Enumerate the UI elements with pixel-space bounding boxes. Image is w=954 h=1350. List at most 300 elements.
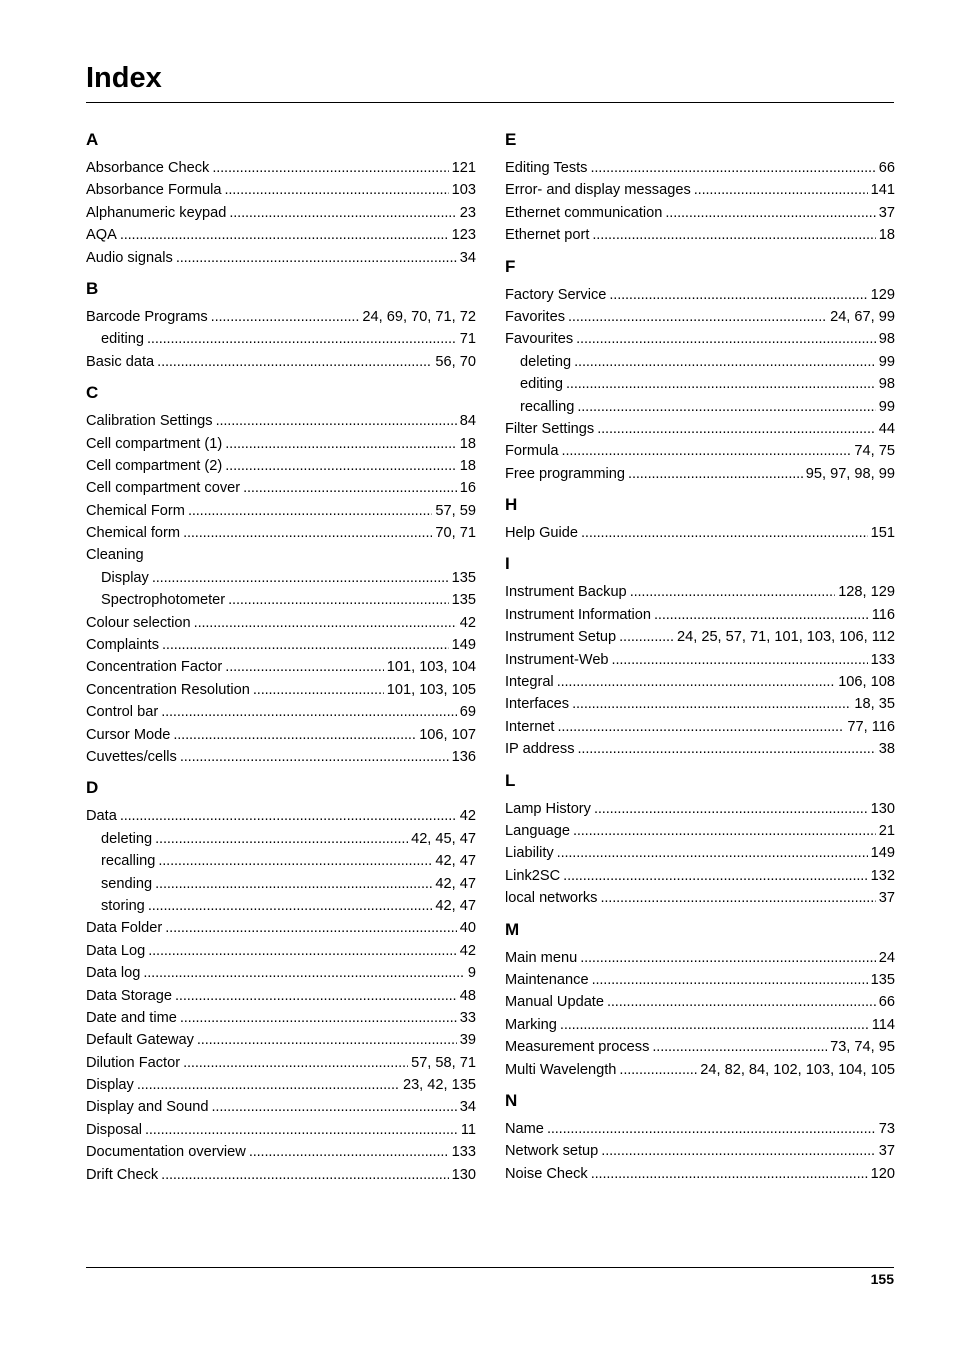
dot-leader bbox=[592, 969, 868, 991]
entry-pages: 130 bbox=[451, 1166, 476, 1183]
entry-term: sending bbox=[101, 875, 153, 892]
index-entry bbox=[505, 179, 895, 201]
index-entry bbox=[86, 612, 476, 634]
entry-pages: 57, 59 bbox=[435, 502, 476, 519]
entry-pages: 98 bbox=[878, 331, 895, 348]
entry-term: Liability bbox=[505, 845, 554, 862]
entry-pages: 121 bbox=[451, 160, 476, 176]
entry-term: Display and Sound bbox=[86, 1099, 209, 1116]
dot-leader bbox=[183, 522, 432, 544]
dot-leader bbox=[591, 1163, 868, 1185]
entry-pages: 42, 45, 47 bbox=[411, 830, 476, 847]
entry-term: Favorites bbox=[505, 308, 566, 325]
index-entry bbox=[86, 224, 476, 246]
index-entry bbox=[505, 947, 895, 969]
index-section bbox=[86, 382, 476, 768]
entry-term: Default Gateway bbox=[86, 1032, 194, 1049]
entry-pages: 135 bbox=[451, 592, 476, 609]
entry-term: IP address bbox=[505, 741, 575, 758]
section-letter: I bbox=[505, 554, 510, 574]
entry-pages: 66 bbox=[878, 160, 895, 176]
entry-pages: 101, 103, 104 bbox=[386, 659, 476, 676]
entry-term: Cell compartment (1) bbox=[86, 435, 223, 452]
entry-term: Favourites bbox=[505, 331, 574, 348]
dot-leader bbox=[597, 418, 876, 440]
dot-leader bbox=[574, 351, 876, 373]
entry-term: Network setup bbox=[505, 1143, 599, 1160]
index-entry bbox=[86, 634, 476, 656]
dot-leader bbox=[183, 1052, 408, 1074]
entry-pages: 98 bbox=[878, 376, 895, 393]
entry-term: deleting bbox=[101, 830, 153, 847]
entry-pages: 114 bbox=[871, 1016, 895, 1033]
index-entry bbox=[505, 1163, 895, 1185]
entry-term: Instrument Backup bbox=[505, 584, 627, 601]
entry-term: editing bbox=[101, 331, 145, 348]
entry-pages: 149 bbox=[870, 845, 895, 862]
dot-leader bbox=[572, 693, 851, 715]
entry-pages: 77, 116 bbox=[847, 718, 895, 735]
entry-pages: 42, 47 bbox=[435, 875, 476, 892]
entry-pages: 99 bbox=[878, 353, 895, 370]
section-letter: F bbox=[505, 256, 516, 276]
dot-leader bbox=[630, 581, 836, 603]
dot-leader bbox=[225, 433, 457, 455]
entry-pages: 130 bbox=[870, 800, 895, 817]
entry-term: editing bbox=[520, 376, 564, 393]
index-entry bbox=[505, 440, 895, 462]
dot-leader bbox=[137, 1074, 400, 1096]
entry-term: Marking bbox=[505, 1016, 557, 1033]
index-section bbox=[505, 770, 895, 910]
index-entry bbox=[86, 477, 476, 499]
entry-term: Cell compartment cover bbox=[86, 480, 241, 497]
dot-leader bbox=[592, 224, 875, 246]
index-entry bbox=[505, 224, 895, 246]
dot-leader bbox=[594, 798, 868, 820]
entry-pages: 151 bbox=[870, 525, 895, 542]
entry-pages: 136 bbox=[451, 748, 476, 765]
index-section bbox=[505, 1090, 895, 1185]
footer-rule bbox=[86, 1267, 894, 1268]
entry-pages: 106, 108 bbox=[838, 674, 895, 691]
dot-leader bbox=[654, 604, 869, 626]
entry-term: Link2SC bbox=[505, 867, 561, 884]
dot-leader bbox=[225, 455, 457, 477]
dot-leader bbox=[581, 522, 868, 544]
index-section bbox=[86, 129, 476, 269]
index-entry bbox=[505, 202, 895, 224]
entry-pages: 37 bbox=[878, 204, 895, 221]
entry-pages: 9 bbox=[467, 965, 476, 982]
section-letter: M bbox=[505, 919, 520, 939]
dot-leader bbox=[243, 477, 457, 499]
index-entry bbox=[86, 940, 476, 962]
dot-leader bbox=[557, 842, 868, 864]
entry-pages: 69 bbox=[459, 704, 476, 721]
entry-pages: 18, 35 bbox=[854, 696, 895, 713]
entry-pages: 24, 25, 57, 71, 101, 103, 106, 112 bbox=[676, 629, 895, 646]
entry-pages: 34 bbox=[459, 249, 476, 266]
index-entry bbox=[86, 433, 476, 455]
index-entry bbox=[505, 1059, 895, 1081]
entry-pages: 135 bbox=[870, 971, 895, 988]
entry-term: Documentation overview bbox=[86, 1144, 246, 1161]
dot-leader bbox=[225, 656, 383, 678]
index-subentry bbox=[86, 873, 476, 895]
entry-term: Error- and display messages bbox=[505, 182, 691, 199]
index-entry bbox=[505, 798, 895, 820]
index-entry bbox=[86, 179, 476, 201]
title-rule bbox=[86, 102, 894, 103]
dot-leader bbox=[148, 895, 433, 917]
dot-leader bbox=[573, 820, 876, 842]
index-entry bbox=[86, 1119, 476, 1141]
entry-pages: 34 bbox=[459, 1099, 476, 1116]
index-entry bbox=[86, 656, 476, 678]
index-subentry bbox=[86, 850, 476, 872]
entry-pages: 24, 67, 99 bbox=[830, 308, 895, 325]
index-entry bbox=[86, 962, 476, 984]
index-entry bbox=[505, 1118, 895, 1140]
entry-term: Interfaces bbox=[505, 696, 570, 713]
entry-term: Main menu bbox=[505, 949, 578, 966]
index-entry bbox=[86, 724, 476, 746]
entry-term: Editing Tests bbox=[505, 160, 588, 176]
entry-pages: 71 bbox=[459, 331, 476, 348]
dot-leader bbox=[120, 224, 449, 246]
entry-term: Cell compartment (2) bbox=[86, 457, 223, 474]
entry-pages: 73, 74, 95 bbox=[830, 1039, 895, 1056]
dot-leader bbox=[161, 701, 457, 723]
entry-pages: 18 bbox=[459, 435, 476, 452]
entry-term: Cursor Mode bbox=[86, 726, 171, 743]
entry-term: Date and time bbox=[86, 1009, 177, 1026]
index-entry bbox=[505, 1140, 895, 1162]
index-entry bbox=[86, 351, 476, 373]
entry-term: Data Storage bbox=[86, 987, 172, 1004]
dot-leader bbox=[566, 373, 876, 395]
entry-term: local networks bbox=[505, 890, 598, 907]
index-entry bbox=[505, 969, 895, 991]
entry-term: Concentration Factor bbox=[86, 659, 223, 676]
entry-term: Cuvettes/cells bbox=[86, 748, 177, 765]
entry-term: Name bbox=[505, 1120, 544, 1137]
index-entry bbox=[505, 671, 895, 693]
index-entry bbox=[86, 1096, 476, 1118]
section-letter: D bbox=[86, 778, 99, 798]
entry-pages: 42, 47 bbox=[435, 853, 476, 870]
index-entry bbox=[86, 1074, 476, 1096]
section-letter: E bbox=[505, 130, 517, 149]
index-entry bbox=[86, 157, 476, 179]
dot-leader bbox=[175, 985, 457, 1007]
index-entry bbox=[86, 500, 476, 522]
entry-term: Colour selection bbox=[86, 614, 191, 631]
entry-pages: 73 bbox=[878, 1120, 895, 1137]
entry-pages: 133 bbox=[870, 651, 895, 668]
entry-term: Alphanumeric keypad bbox=[86, 204, 227, 221]
entry-term: Noise Check bbox=[505, 1165, 588, 1182]
index-subentry bbox=[86, 895, 476, 917]
entry-term: Chemical Form bbox=[86, 502, 185, 519]
entry-pages: 57, 58, 71 bbox=[411, 1054, 476, 1071]
dot-leader bbox=[619, 626, 674, 648]
dot-leader bbox=[576, 328, 876, 350]
entry-term: Basic data bbox=[86, 353, 155, 370]
dot-leader bbox=[229, 202, 456, 224]
entry-pages: 129 bbox=[870, 286, 895, 303]
index-entry bbox=[505, 284, 895, 306]
index-entry bbox=[86, 985, 476, 1007]
section-letter: B bbox=[86, 278, 99, 298]
entry-pages: 84 bbox=[459, 413, 476, 430]
entry-pages: 132 bbox=[870, 867, 895, 884]
entry-term: Data Log bbox=[86, 942, 146, 959]
index-entry bbox=[86, 1052, 476, 1074]
index-entry bbox=[505, 820, 895, 842]
dot-leader bbox=[568, 306, 827, 328]
entry-term: Data bbox=[86, 808, 117, 825]
index-section bbox=[505, 129, 895, 247]
index-section bbox=[86, 278, 476, 373]
entry-pages: 37 bbox=[878, 1143, 895, 1160]
dot-leader bbox=[120, 805, 457, 827]
entry-pages: 24, 82, 84, 102, 103, 104, 105 bbox=[700, 1061, 895, 1078]
entry-term: recalling bbox=[101, 853, 156, 870]
entry-pages: 106, 107 bbox=[419, 726, 476, 743]
index-section bbox=[505, 256, 895, 486]
entry-term: Display bbox=[86, 1077, 134, 1094]
index-entry bbox=[505, 626, 895, 648]
index-section bbox=[86, 777, 476, 1186]
dot-leader bbox=[563, 865, 867, 887]
dot-leader bbox=[557, 671, 836, 693]
dot-leader bbox=[212, 157, 448, 179]
index-entry bbox=[86, 410, 476, 432]
entry-pages: 42 bbox=[459, 808, 476, 825]
dot-leader bbox=[173, 724, 416, 746]
dot-leader bbox=[562, 440, 852, 462]
index-entry bbox=[86, 544, 476, 566]
entry-pages: 21 bbox=[878, 822, 895, 839]
index-entry bbox=[86, 679, 476, 701]
index-entry bbox=[86, 522, 476, 544]
entry-pages: 42, 47 bbox=[435, 897, 476, 914]
entry-term: deleting bbox=[520, 353, 572, 370]
section-letter: C bbox=[86, 383, 99, 403]
index-entry bbox=[86, 701, 476, 723]
entry-term: Cleaning bbox=[86, 547, 144, 564]
dot-leader bbox=[212, 1096, 457, 1118]
entry-term: Complaints bbox=[86, 637, 159, 654]
entry-pages: 42 bbox=[459, 614, 476, 631]
entry-pages: 23 bbox=[459, 204, 476, 221]
entry-term: Barcode Programs bbox=[86, 308, 208, 325]
entry-term: Lamp History bbox=[505, 800, 591, 817]
dot-leader bbox=[145, 1119, 458, 1141]
entry-term: Data Folder bbox=[86, 920, 163, 937]
index-entry bbox=[505, 991, 895, 1013]
dot-leader bbox=[580, 947, 876, 969]
index-entry bbox=[86, 1007, 476, 1029]
entry-pages: 70, 71 bbox=[435, 525, 476, 542]
entry-pages: 44 bbox=[878, 420, 895, 437]
entry-pages: 128, 129 bbox=[838, 584, 895, 601]
entry-term: Manual Update bbox=[505, 994, 604, 1011]
section-letter: A bbox=[86, 130, 99, 149]
entry-pages: 99 bbox=[878, 398, 895, 415]
index-subentry bbox=[86, 589, 476, 611]
section-letter: L bbox=[505, 770, 516, 790]
entry-term: Display bbox=[101, 569, 149, 586]
dot-leader bbox=[652, 1036, 827, 1058]
section-letter: H bbox=[505, 495, 518, 515]
index-entry bbox=[86, 746, 476, 768]
entry-term: Instrument Information bbox=[505, 606, 652, 623]
entry-pages: 149 bbox=[451, 637, 476, 654]
dot-leader bbox=[165, 917, 457, 939]
entry-term: Help Guide bbox=[505, 525, 579, 542]
index-column-right bbox=[505, 128, 895, 1194]
entry-term: Filter Settings bbox=[505, 420, 595, 437]
index-entry bbox=[86, 1141, 476, 1163]
index-entry bbox=[505, 1036, 895, 1058]
index-entry bbox=[505, 581, 895, 603]
entry-pages: 95, 97, 98, 99 bbox=[805, 465, 895, 482]
entry-pages: 74, 75 bbox=[854, 443, 895, 460]
entry-pages: 18 bbox=[459, 457, 476, 474]
entry-pages: 16 bbox=[459, 480, 476, 497]
entry-pages: 66 bbox=[878, 994, 895, 1011]
index-entry bbox=[86, 1029, 476, 1051]
entry-term: Ethernet port bbox=[505, 227, 590, 244]
entry-pages: 24 bbox=[878, 949, 895, 966]
index-section bbox=[505, 494, 895, 544]
entry-pages: 48 bbox=[459, 987, 476, 1004]
index-section bbox=[505, 553, 895, 760]
index-entry bbox=[86, 455, 476, 477]
dot-leader bbox=[578, 738, 876, 760]
entry-pages: 38 bbox=[878, 741, 895, 758]
dot-leader bbox=[211, 306, 360, 328]
dot-leader bbox=[577, 396, 875, 418]
index-entry bbox=[505, 693, 895, 715]
index-entry bbox=[505, 842, 895, 864]
dot-leader bbox=[161, 1164, 448, 1186]
dot-leader bbox=[612, 649, 868, 671]
entry-term: Dilution Factor bbox=[86, 1054, 181, 1071]
dot-leader bbox=[157, 351, 432, 373]
entry-pages: 103 bbox=[451, 182, 476, 199]
entry-term: Integral bbox=[505, 674, 554, 691]
dot-leader bbox=[249, 1141, 449, 1163]
dot-leader bbox=[155, 873, 432, 895]
entry-term: Free programming bbox=[505, 465, 626, 482]
entry-term: Absorbance Formula bbox=[86, 182, 222, 199]
section-letter: N bbox=[505, 1090, 518, 1110]
dot-leader bbox=[158, 850, 432, 872]
dot-leader bbox=[665, 202, 875, 224]
dot-leader bbox=[600, 887, 875, 909]
entry-term: Absorbance Check bbox=[86, 160, 210, 176]
dot-leader bbox=[152, 567, 449, 589]
dot-leader bbox=[619, 1059, 697, 1081]
entry-term: Control bar bbox=[86, 704, 159, 721]
index-entry bbox=[86, 917, 476, 939]
dot-leader bbox=[176, 247, 457, 269]
entry-term: Language bbox=[505, 822, 570, 839]
index-entry bbox=[86, 805, 476, 827]
dot-leader bbox=[609, 284, 867, 306]
index-entry bbox=[505, 604, 895, 626]
dot-leader bbox=[147, 328, 457, 350]
dot-leader bbox=[253, 679, 384, 701]
entry-term: Audio signals bbox=[86, 249, 173, 266]
index-entry bbox=[505, 418, 895, 440]
index-entry bbox=[505, 328, 895, 350]
page-title: Index bbox=[86, 62, 162, 94]
entry-term: Multi Wavelength bbox=[505, 1061, 617, 1078]
index-subentry bbox=[86, 828, 476, 850]
dot-leader bbox=[162, 634, 449, 656]
entry-pages: 42 bbox=[459, 942, 476, 959]
page-number: 155 bbox=[870, 1271, 894, 1287]
index-entry bbox=[505, 865, 895, 887]
dot-leader bbox=[547, 1118, 876, 1140]
entry-pages: 33 bbox=[459, 1009, 476, 1026]
entry-term: Instrument-Web bbox=[505, 651, 609, 668]
entry-pages: 39 bbox=[459, 1032, 476, 1049]
index-entry bbox=[505, 887, 895, 909]
index-column-left bbox=[86, 128, 476, 1195]
index-entry bbox=[86, 202, 476, 224]
index-subentry bbox=[86, 328, 476, 350]
index-entry bbox=[505, 306, 895, 328]
entry-term: Chemical form bbox=[86, 525, 181, 542]
entry-pages: 18 bbox=[878, 227, 895, 244]
dot-leader bbox=[558, 716, 845, 738]
entry-pages: 133 bbox=[451, 1144, 476, 1161]
entry-pages: 123 bbox=[451, 227, 476, 244]
dot-leader bbox=[155, 828, 408, 850]
entry-term: storing bbox=[101, 897, 145, 914]
dot-leader bbox=[228, 589, 449, 611]
index-entry bbox=[86, 1164, 476, 1186]
entry-pages: 120 bbox=[870, 1165, 895, 1182]
entry-term: Measurement process bbox=[505, 1039, 650, 1056]
entry-pages: 37 bbox=[878, 890, 895, 907]
dot-leader bbox=[143, 962, 465, 984]
index-entry bbox=[505, 716, 895, 738]
index-subentry bbox=[86, 567, 476, 589]
entry-term: Disposal bbox=[86, 1121, 142, 1138]
dot-leader bbox=[628, 463, 803, 485]
dot-leader bbox=[560, 1014, 869, 1036]
index-section bbox=[505, 919, 895, 1081]
index-entry bbox=[505, 463, 895, 485]
dot-leader bbox=[224, 179, 448, 201]
index-entry bbox=[86, 247, 476, 269]
dot-leader bbox=[197, 1029, 457, 1051]
index-subentry bbox=[505, 351, 895, 373]
entry-term: Instrument Setup bbox=[505, 629, 617, 646]
dot-leader bbox=[194, 612, 457, 634]
entry-pages: 23, 42, 135 bbox=[402, 1077, 476, 1094]
dot-leader bbox=[180, 1007, 457, 1029]
entry-term: Spectrophotometer bbox=[101, 592, 226, 609]
entry-term: Formula bbox=[505, 443, 559, 460]
